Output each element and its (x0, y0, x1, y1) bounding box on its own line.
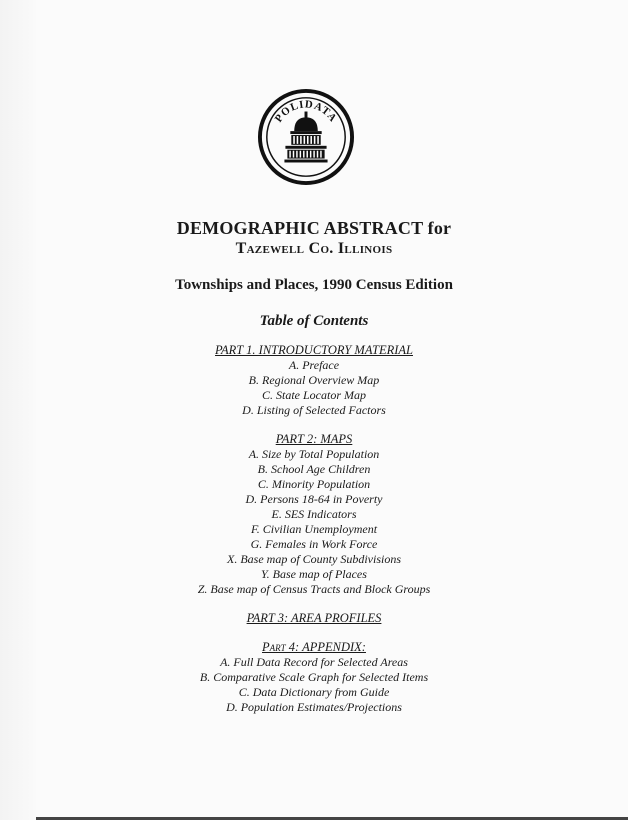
toc-item: Y. Base map of Places (261, 567, 367, 581)
logo-wordmark: POLIDATA (272, 98, 340, 125)
toc-item: B. School Age Children (257, 462, 371, 476)
toc-heading: Table of Contents (259, 313, 369, 329)
toc-item: D. Population Estimates/Projections (226, 700, 402, 714)
toc-item: B. Regional Overview Map (248, 373, 380, 387)
toc-item: C. Data Dictionary from Guide (238, 685, 390, 699)
toc-item: A. Full Data Record for Selected Areas (220, 655, 408, 669)
capitol-dome-icon (284, 112, 327, 163)
part-2-title: PART 2: MAPS (275, 432, 353, 446)
document-subtitle-county: Tazewell Co. Illinois (235, 240, 393, 257)
toc-item: X. Base map of County Subdivisions (227, 552, 401, 566)
toc-part-1 (0, 342, 628, 418)
toc-part-3 (0, 610, 628, 626)
polidata-logo (257, 88, 355, 186)
toc-item: E. SES Indicators (271, 507, 357, 521)
table-of-contents (0, 342, 628, 715)
document-title: DEMOGRAPHIC ABSTRACT for (176, 218, 452, 238)
toc-item: C. Minority Population (257, 477, 371, 491)
part-1-title: PART 1. INTRODUCTORY MATERIAL (215, 343, 413, 357)
toc-item: A. Preface (288, 358, 340, 372)
toc-item: A. Size by Total Population (248, 447, 380, 461)
toc-part-2 (0, 431, 628, 597)
toc-item: D. Listing of Selected Factors (242, 403, 386, 417)
toc-item: B. Comparative Scale Graph for Selected Items (199, 670, 429, 684)
toc-item: D. Persons 18-64 in Poverty (245, 492, 383, 506)
toc-item: C. State Locator Map (262, 388, 366, 402)
toc-item: F. Civilian Unemployment (250, 522, 378, 536)
edition-line: Townships and Places, 1990 Census Edition (175, 277, 453, 293)
part-4-title: Part 4: APPENDIX: (262, 640, 366, 654)
toc-item: Z. Base map of Census Tracts and Block Groups (197, 582, 431, 596)
toc-item: G. Females in Work Force (250, 537, 378, 551)
part-3-title: PART 3: AREA PROFILES (246, 611, 382, 625)
toc-part-4 (0, 639, 628, 715)
